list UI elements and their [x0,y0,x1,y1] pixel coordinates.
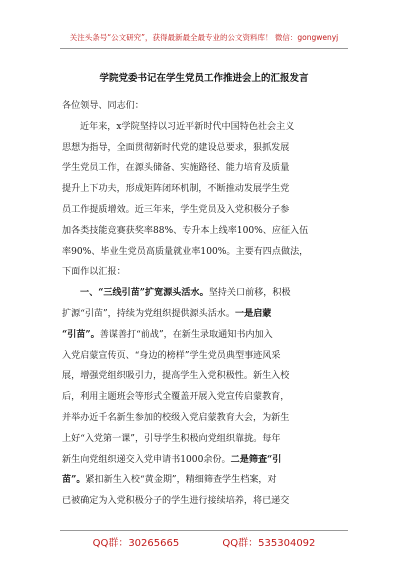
section-heading: 一、“三线引苗”扩宽源头活水。 [80,287,209,299]
text-line: 展，增强党组织吸引力，提高学生入党积极性。新生入校 [62,371,290,382]
text-run: 紧扣新生入校“黄金期”，精细筛查学生档案，对 [85,475,277,486]
header-note: 关注头条号“公文研究”，获得最新最全最专业的公文资料库！ 微信：gongwenyj [69,33,339,42]
document-title: 学院党委书记在学生党员工作推进会上的汇报发言 [99,73,309,84]
point-heading: 二是筛查“引 [230,453,282,465]
text-run: 扩源“引苗”，持续为党组织提供源头活水。 [62,308,235,319]
text-line: 思想为指导，全面贯彻新时代党的建设总要求，狠抓发展 [62,142,290,153]
text-line: 率90%、毕业生党员高质量就业率100%。主要有四点做法， [62,246,309,257]
header-divider [60,48,348,49]
text-line: 已被确定为入党积极分子的学生进行接续培养，将已递交 [62,496,290,507]
text-line: 并举办近千名新生参加的校级入党启蒙教育大会，为新生 [62,412,290,423]
point-heading: “引苗”。 [62,328,100,340]
text-line [62,304,350,325]
text-line [62,450,350,471]
qq-group-1: QQ群：30265665 [92,538,180,549]
text-line: 加各类技能竞赛获奖率88%、专升本上线率100%、应征入伍 [62,225,309,236]
text-run: 新生向党组织递交入党申请书1000余份。 [62,454,231,465]
text-run: 善谋善打“前战”，在新生录取通知书内加入 [99,329,273,340]
text-line: 入党启蒙宣传页、“身边的榜样”学生党员典型事迹风采 [62,350,281,361]
text-line [62,470,350,491]
greeting: 各位领导、同志们： [62,101,144,111]
text-line [62,283,350,304]
point-heading: 一是启蒙 [235,307,272,319]
text-line: 员工作提质增效。近三年来，学生党员及入党积极分子参 [62,204,290,215]
footer [0,534,408,549]
text-line: 近年来，x学院坚持以习近平新时代中国特色社会主义 [80,121,295,132]
text-line: 提升上下功夫，形成矩阵闭环机制，不断推动发展学生党 [62,184,290,195]
text-line: 学生党员工作，在源头储备、实施路径、能力培育及质量 [62,163,290,174]
qq-group-2: QQ群：535304092 [222,538,316,549]
text-line [62,325,350,346]
text-line: 后，利用主题班会等形式全覆盖开展入党宣传启蒙教育， [62,392,290,403]
text-run: 坚持关口前移，积极 [208,288,291,299]
text-line: 下面作以汇报： [62,267,126,278]
text-line: 上好“入党第一课”，引导学生积极向党组织靠拢。每年 [62,433,281,444]
point-heading: 苗”。 [62,474,86,486]
paragraph-intro [62,117,350,283]
document-body [62,96,350,512]
paragraph-section-one [62,283,350,512]
footer-divider [60,530,348,531]
